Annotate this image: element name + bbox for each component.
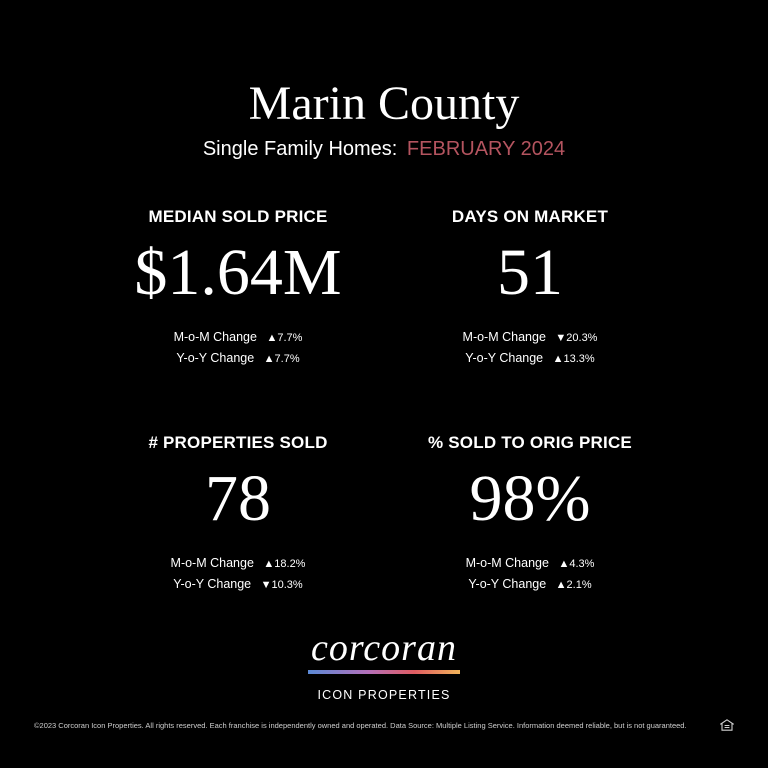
- yoy-change-row: [88, 574, 388, 595]
- mom-change-row: [380, 553, 680, 574]
- stat-label: % SOLD TO ORIG PRICE: [428, 433, 632, 452]
- stat-value: 78: [205, 462, 271, 535]
- page-title: Marin County: [248, 77, 520, 130]
- yoy-change-label: Y-o-Y Change: [465, 351, 544, 365]
- stat-changes: [380, 327, 680, 369]
- brand-logo: [0, 628, 768, 702]
- brand-subtitle: ICON PROPERTIES: [317, 688, 451, 702]
- yoy-change-value: ▼10.3%: [260, 579, 303, 591]
- mom-change-value: ▲18.2%: [263, 558, 306, 570]
- stat-days-on-market: [380, 206, 680, 369]
- yoy-change-label: Y-o-Y Change: [176, 351, 255, 365]
- mom-change-value: ▲4.3%: [558, 558, 595, 570]
- stat-label: # PROPERTIES SOLD: [148, 433, 328, 452]
- stat-median-sold-price: [88, 206, 388, 369]
- yoy-change-value: ▲2.1%: [555, 579, 592, 591]
- yoy-change-row: [380, 574, 680, 595]
- yoy-change-value: ▲13.3%: [552, 353, 595, 365]
- mom-change-row: [88, 327, 388, 348]
- stat-changes: [88, 327, 388, 369]
- stat-changes: [88, 553, 388, 595]
- yoy-change-label: Y-o-Y Change: [468, 577, 547, 591]
- stat-label: MEDIAN SOLD PRICE: [148, 207, 328, 226]
- mom-change-row: [88, 553, 388, 574]
- equal-housing-icon: [720, 719, 734, 731]
- yoy-change-row: [88, 348, 388, 369]
- stat-value: 51: [497, 236, 563, 309]
- brand-gradient-bar: [308, 670, 460, 674]
- stat-value: $1.64M: [134, 236, 342, 309]
- stat-properties-sold: [88, 432, 388, 595]
- stat-value: 98%: [469, 462, 591, 535]
- mom-change-row: [380, 327, 680, 348]
- subtitle-period: FEBRUARY 2024: [406, 138, 566, 160]
- yoy-change-row: [380, 348, 680, 369]
- stat-label: DAYS ON MARKET: [451, 207, 609, 226]
- subtitle-label: Single Family Homes:: [202, 138, 398, 160]
- page-subtitle: [0, 137, 768, 161]
- yoy-change-value: ▲7.7%: [263, 353, 300, 365]
- footer-disclaimer: ©2023 Corcoran Icon Properties. All rights reserved. Each franchise is independently owned and operated. Data Source: Multiple Listing Service. Information deemed reliable, but is not guaranteed.: [34, 721, 687, 730]
- mom-change-label: M-o-M Change: [462, 330, 546, 344]
- mom-change-value: ▲7.7%: [266, 332, 303, 344]
- mom-change-label: M-o-M Change: [173, 330, 257, 344]
- mom-change-label: M-o-M Change: [465, 556, 549, 570]
- stat-changes: [380, 553, 680, 595]
- yoy-change-label: Y-o-Y Change: [173, 577, 252, 591]
- brand-wordmark: corcoran: [311, 627, 457, 669]
- mom-change-value: ▼20.3%: [555, 332, 598, 344]
- mom-change-label: M-o-M Change: [170, 556, 254, 570]
- stat-sold-to-orig-price: [380, 432, 680, 595]
